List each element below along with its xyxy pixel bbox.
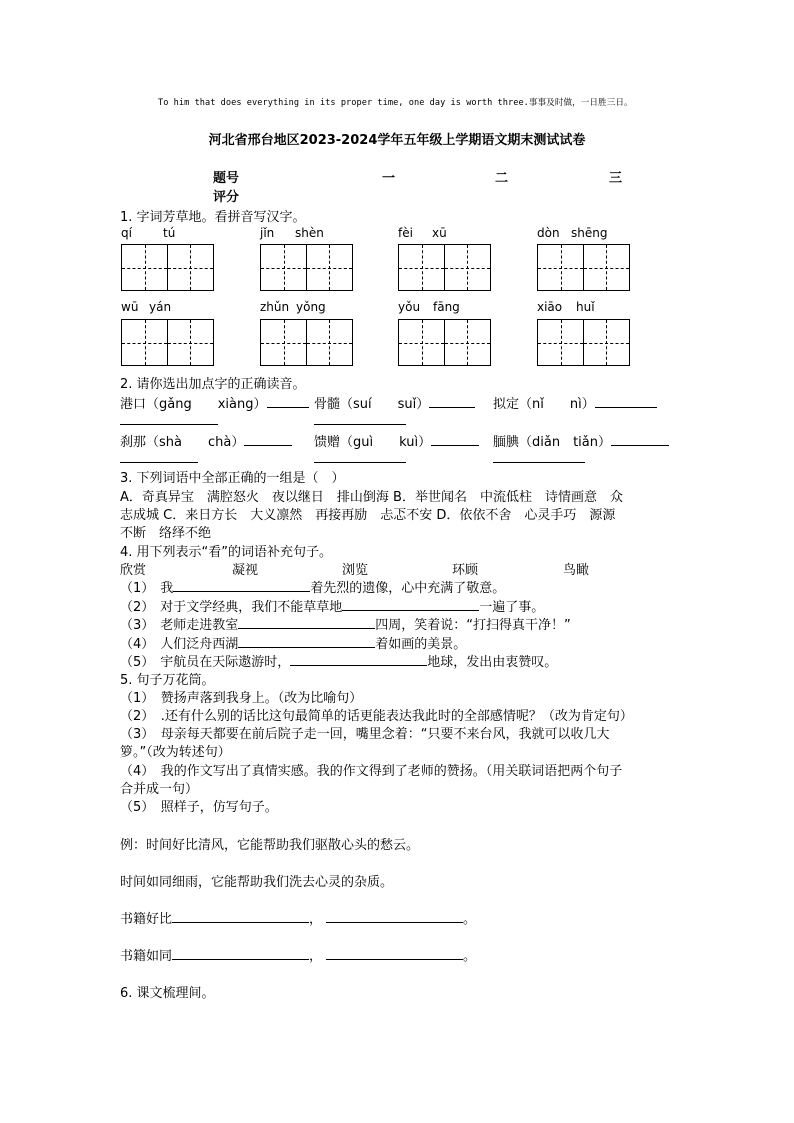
q5-sentence-3a: （3） 母亲每天都要在前后院子走一回，嘴里念着：“只要不来台风，我就可以收几大 (120, 727, 610, 742)
q2-heading: 2. 请你选出加点字的正确读音。 (120, 377, 306, 392)
q4-num-4: （4） (120, 637, 155, 652)
q2-word-4: 刹那 (120, 435, 147, 450)
writing-grid-2[interactable] (260, 244, 352, 291)
q2-item-2 (314, 393, 475, 412)
q5-sentence-2: （2） .还有什么别的话比这句最简单的话更能表达我此时的全部感情呢？（改为肯定句） (120, 709, 633, 724)
q3-options-line3: 不断 络绎不绝 (120, 526, 212, 541)
q4-s1-b: 着先烈的遗像，心中充满了敬意。 (310, 581, 506, 596)
answer-blank-continued[interactable] (120, 462, 198, 463)
q2-options-2: （suí suǐ） (340, 397, 430, 412)
writing-grid-8[interactable] (537, 319, 629, 366)
period: 。 (463, 949, 477, 964)
pinyin-6b: yǒng (296, 300, 326, 314)
q5-sentence-1: （1） 赞扬声落到我身上。（改为比喻句） (120, 691, 363, 706)
score-label-score: 评分 (213, 190, 240, 205)
writing-grid-1[interactable] (121, 244, 213, 291)
answer-blank[interactable] (326, 922, 463, 923)
q4-word-3: 浏览 (342, 563, 369, 578)
q2-item-6 (493, 431, 669, 450)
score-col-2: 二 (495, 171, 509, 186)
pinyin-4a: dòn (537, 226, 560, 240)
q5-sentence-5: （5） 照样子，仿写句子。 (120, 800, 278, 815)
pinyin-5a: wū (121, 300, 139, 314)
q4-sentence-4 (120, 633, 466, 652)
q4-num-5: （5） (120, 655, 155, 670)
q1-heading: 1. 字词芳草地。看拼音写汉字。 (120, 210, 306, 225)
q2-options-6: （diǎn tiǎn） (519, 435, 611, 450)
pinyin-8a: xiāo (537, 300, 563, 314)
q4-sentence-2 (120, 596, 544, 615)
writing-grid-5[interactable] (121, 319, 213, 366)
answer-blank[interactable] (611, 445, 669, 446)
q2-options-3: （nǐ nì） (519, 397, 595, 412)
q2-word-1: 港口 (120, 397, 147, 412)
q3-options-line1: A．奇真异宝 满腔怒火 夜以继日 排山倒海 B．举世闻名 中流低柱 诗情画意 众 (120, 490, 623, 505)
q5-sentence-4a: （4） 我的作文写出了真情实感。我的作文得到了老师的赞扬。（用关联词语把两个句子 (120, 764, 623, 779)
q5-sentence-3b: 箩。”（改为转述句） (120, 745, 231, 760)
q3-heading: 3. 下列词语中全部正确的一组是（ ） (120, 471, 345, 486)
q4-s1-a: 我 (160, 581, 174, 596)
q2-word-6: 腼腆 (493, 435, 520, 450)
writing-grid-6[interactable] (260, 319, 352, 366)
pinyin-2a: jǐn (260, 226, 275, 240)
q4-s3-a: 老师走进教室 (160, 618, 239, 633)
q4-sentence-3 (120, 614, 571, 633)
q5-fill-1 (120, 908, 476, 927)
q4-word-1: 欣赏 (120, 563, 147, 578)
q2-options-5: （guì kuì） (340, 435, 432, 450)
q2-item-5 (314, 431, 479, 450)
q4-s2-a: 对于文学经典，我们不能草草地 (160, 600, 343, 615)
q2-item-4 (120, 431, 292, 450)
answer-blank-continued[interactable] (314, 424, 406, 425)
answer-blank[interactable] (290, 665, 427, 666)
answer-blank[interactable] (244, 445, 292, 446)
answer-blank[interactable] (173, 591, 310, 592)
q2-item-1 (120, 393, 309, 412)
q3-options-line2: 志成城 C．来日方长 大义凛然 再接再励 忐忑不安 D．依依不舍 心灵手巧 源源 (120, 508, 616, 523)
writing-grid-3[interactable] (398, 244, 490, 291)
q4-num-2: （2） (120, 600, 155, 615)
q5-example-2: 时间如同细雨，它能帮助我们洗去心灵的杂质。 (120, 875, 394, 890)
q4-s4-b: 着如画的美景。 (375, 637, 467, 652)
q5-heading: 5. 句子万花筒。 (120, 673, 215, 688)
q4-s3-b: 四周，笑着说：“打扫得真干净！” (375, 618, 571, 633)
page-title: 河北省邢台地区2023-2024学年五年级上学期语文期末测试试卷 (208, 133, 586, 148)
pinyin-7a: yǒu (398, 300, 421, 314)
answer-blank[interactable] (595, 407, 657, 408)
q2-options-1: （gǎng xiàng） (146, 397, 267, 412)
q2-item-3 (493, 393, 657, 412)
q2-word-2: 骨髓 (314, 397, 341, 412)
answer-blank[interactable] (429, 407, 475, 408)
writing-grid-4[interactable] (537, 244, 629, 291)
answer-blank[interactable] (342, 610, 479, 611)
comma: ， (309, 912, 323, 927)
q5-fill2-label: 书籍如同 (120, 949, 173, 964)
answer-blank-continued[interactable] (120, 424, 218, 425)
q4-sentence-1 (120, 577, 505, 596)
q4-s2-b: 一遍了事。 (479, 600, 545, 615)
period: 。 (463, 912, 477, 927)
answer-blank[interactable] (172, 922, 309, 923)
pinyin-1a: qí (121, 226, 132, 240)
q5-fill-2 (120, 945, 476, 964)
pinyin-4b: shēng (571, 226, 608, 240)
q4-num-3: （3） (120, 618, 155, 633)
q2-word-3: 拟定 (493, 397, 520, 412)
pinyin-8b: huǐ (576, 300, 595, 314)
q4-word-5: 鸟瞰 (563, 563, 590, 578)
score-col-3: 三 (609, 171, 623, 186)
answer-blank[interactable] (238, 647, 375, 648)
q4-sentence-5 (120, 651, 557, 670)
q6-heading: 6. 课文梳理间。 (120, 986, 215, 1001)
answer-blank-continued[interactable] (493, 462, 585, 463)
q4-word-2: 凝视 (232, 563, 259, 578)
q4-num-1: （1） (120, 581, 155, 596)
pinyin-5b: yán (149, 300, 172, 314)
answer-blank[interactable] (238, 628, 375, 629)
q4-word-4: 环顾 (452, 563, 479, 578)
answer-blank-continued[interactable] (314, 462, 406, 463)
answer-blank[interactable] (431, 445, 479, 446)
answer-blank[interactable] (326, 959, 463, 960)
pinyin-2b: shèn (295, 226, 324, 240)
q4-s4-a: 人们泛舟西湖 (160, 637, 239, 652)
q5-example: 例：时间好比清风，它能帮助我们驱散心头的愁云。 (120, 838, 420, 853)
pinyin-6a: zhǔn (260, 300, 290, 314)
writing-grid-7[interactable] (398, 319, 490, 366)
score-col-1: 一 (382, 171, 396, 186)
q4-s5-a: 宇航员在天际遨游时， (160, 655, 291, 670)
answer-blank[interactable] (172, 959, 309, 960)
q2-word-5: 馈赠 (314, 435, 341, 450)
pinyin-1b: tú (163, 226, 176, 240)
q4-heading: 4. 用下列表示“看”的词语补充句子。 (120, 545, 333, 560)
pinyin-7b: fāng (433, 300, 460, 314)
q5-fill1-label: 书籍好比 (120, 912, 173, 927)
q5-sentence-4b: 合并成一句） (120, 782, 199, 797)
score-label-number: 题号 (213, 171, 240, 186)
answer-blank[interactable] (267, 407, 309, 408)
header-motto: To him that does everything in its proper time, one day is worth three.事事及时做，一日胜三日。 (158, 98, 633, 108)
q4-s5-b: 地球，发出由衷赞叹。 (427, 655, 558, 670)
q2-options-4: （shà chà） (146, 435, 245, 450)
pinyin-3b: xū (432, 226, 447, 240)
comma: ， (309, 949, 323, 964)
pinyin-3a: fèi (398, 226, 413, 240)
